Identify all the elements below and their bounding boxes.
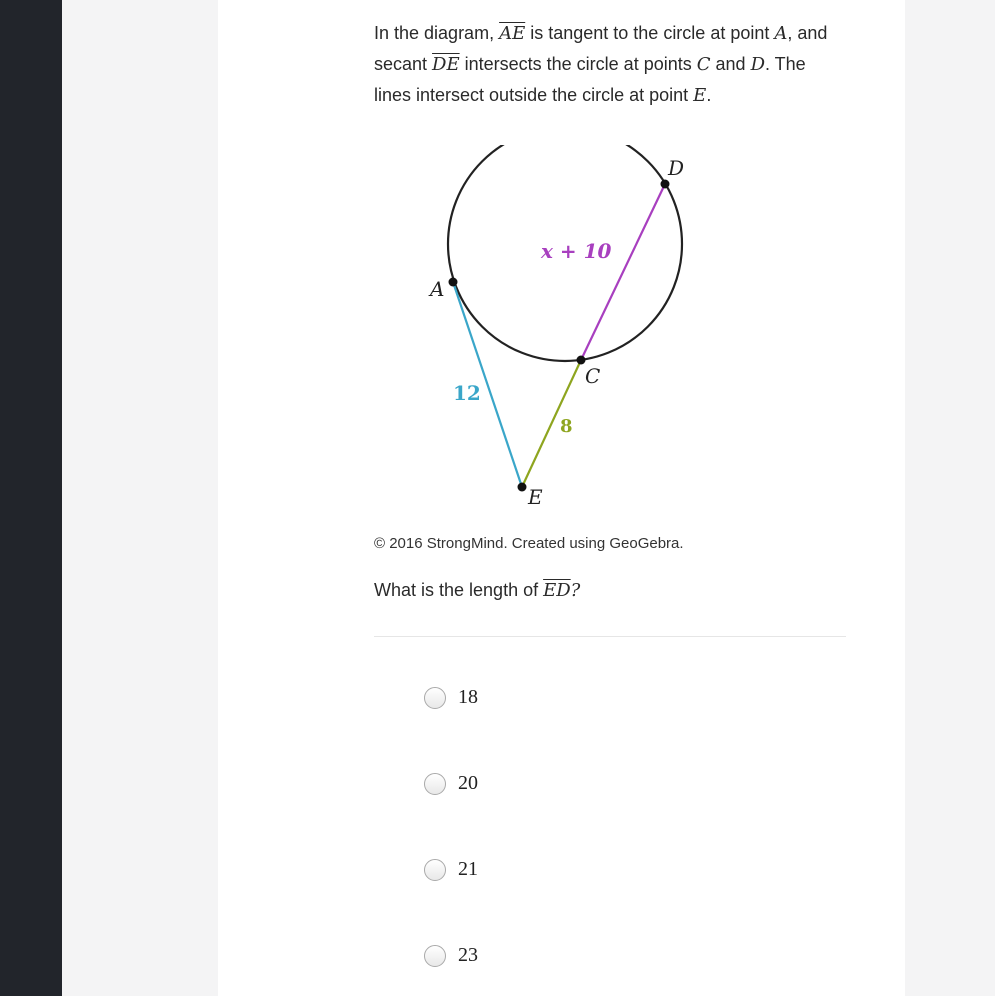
problem-statement — [374, 18, 844, 111]
question-prompt — [374, 580, 580, 601]
radio-button[interactable] — [424, 773, 446, 795]
point-a: A — [774, 23, 788, 44]
length-label-ae: 12 — [453, 381, 481, 405]
choice-label: 23 — [458, 944, 478, 966]
length-label-dc: x + 10 — [541, 239, 612, 263]
problem-text: , and secant — [374, 23, 828, 74]
answer-choice-4[interactable] — [424, 944, 478, 967]
choice-label: 20 — [458, 772, 478, 794]
radio-button[interactable] — [424, 945, 446, 967]
question-card — [218, 0, 905, 996]
question-text: What is the length of — [374, 580, 544, 600]
segment-de: $\overline{DE}$ — [432, 54, 460, 75]
choice-label: 18 — [458, 686, 478, 708]
question-mark: ? — [570, 580, 581, 601]
label-a: A — [430, 277, 445, 301]
answer-choice-3[interactable] — [424, 858, 478, 881]
problem-text: . — [706, 85, 712, 105]
label-e: E — [528, 485, 543, 509]
segment-ae: $\overline{AE}$ — [499, 23, 526, 44]
point-e: E — [693, 85, 707, 106]
point-c: C — [696, 54, 711, 75]
problem-text: . The lines intersect outside the circle at point — [374, 54, 806, 105]
problem-text: intersects the circle at points — [459, 54, 697, 74]
point-a-dot — [449, 278, 458, 287]
segment-ed: $\overline{ED}$ — [543, 580, 571, 601]
problem-text: is tangent to the circle at point — [525, 23, 775, 43]
point-d: D — [750, 54, 765, 75]
length-label-ce: 8 — [560, 416, 573, 437]
point-e-dot — [518, 483, 527, 492]
answer-choice-1[interactable] — [424, 686, 478, 709]
problem-text: In the diagram, — [374, 23, 500, 43]
divider — [374, 636, 846, 637]
radio-button[interactable] — [424, 859, 446, 881]
diagram-credit: © 2016 StrongMind. Created using GeoGebra. — [374, 535, 684, 552]
label-d: D — [668, 156, 685, 180]
radio-button[interactable] — [424, 687, 446, 709]
geometry-diagram — [418, 145, 718, 525]
point-d-dot — [661, 180, 670, 189]
left-rail — [0, 0, 62, 996]
answer-choice-2[interactable] — [424, 772, 478, 795]
problem-text: and — [710, 54, 751, 74]
secant-segment-dc — [581, 184, 665, 360]
choice-label: 21 — [458, 858, 478, 880]
label-c: C — [585, 364, 601, 388]
